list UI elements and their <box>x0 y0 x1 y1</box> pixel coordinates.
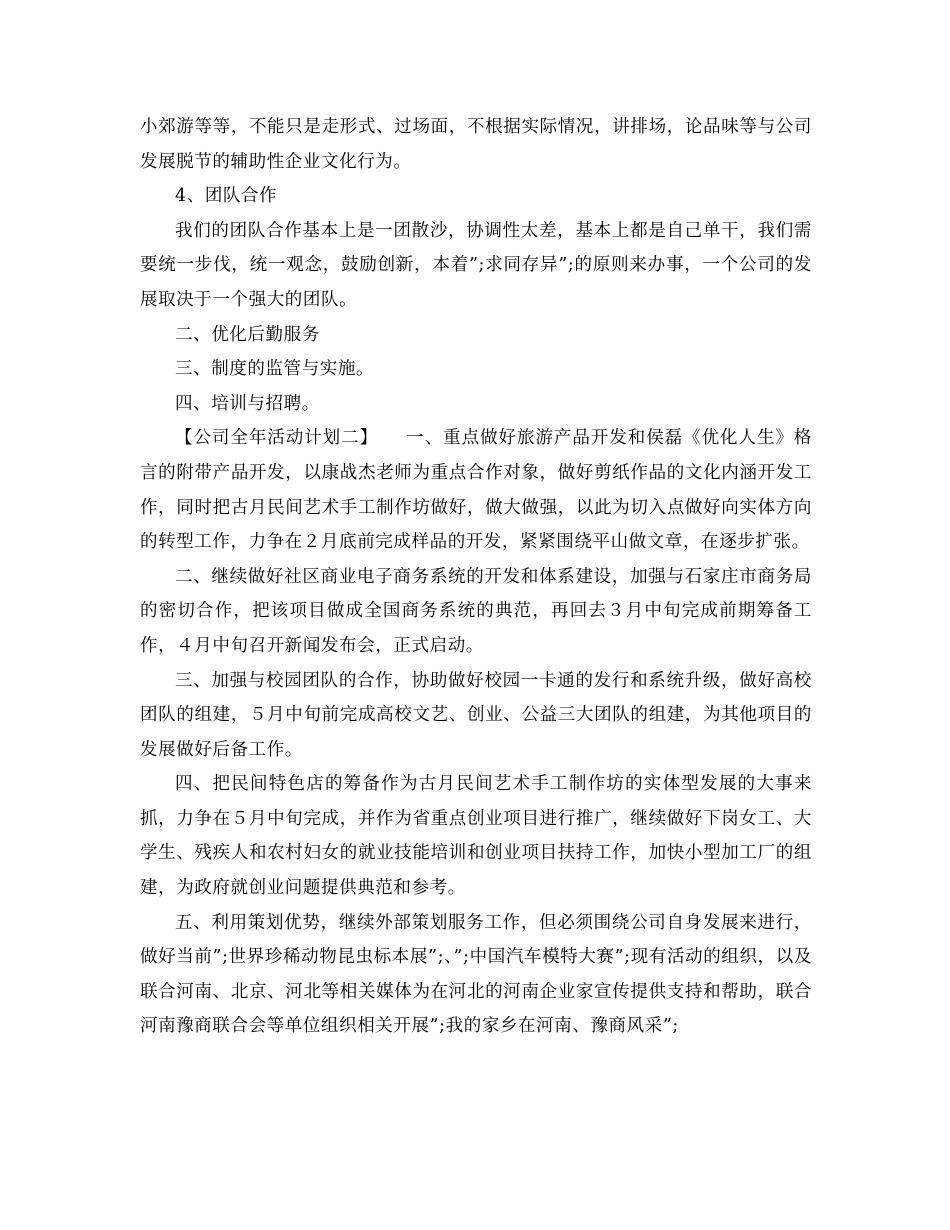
paragraph: 二、继续做好社区商业电子商务系统的开发和体系建设，加强与石家庄市商务局的密切合作，把该项目做成全国商务系统的典范，再回去３月中旬完成前期筹备工作，４月中旬召开新闻发布会，正式启动。 <box>140 566 812 656</box>
paragraph: 我们的团队合作基本上是一团散沙，协调性太差，基本上都是自己单干，我们需要统一步伐，统一观念，鼓励创新，本着”;求同存异”;的原则来办事，一个公司的发展取决于一个强大的团队。 <box>140 220 812 310</box>
section-heading-training: 四、培训与招聘。 <box>175 393 320 414</box>
section-heading-supervision: 三、制度的监管与实施。 <box>175 359 375 380</box>
paragraph: 四、把民间特色店的筹备作为古月民间艺术手工制作坊的实体型发展的大事来抓，力争在５月中旬完成，并作为省重点创业项目进行推广，继续做好下岗女工、大学生、残疾人和农村妇女的就业技能培训和创业项目扶持工作，加快小型加工厂的组建，为政府就创业问题提供典范和参考。 <box>140 774 812 899</box>
section-heading-team-cooperation: 4、团队合作 <box>175 186 278 207</box>
paragraph: 三、加强与校园团队的合作，协助做好校园一卡通的发行和系统升级，做好高校团队的组建，５月中旬前完成高校文艺、创业、公益三大团队的组建，为其他项目的发展做好后备工作。 <box>140 670 812 760</box>
paragraph: 五、利用策划优势，继续外部策划服务工作，但必须围绕公司自身发展来进行，做好当前”;世界珍稀动物昆虫标本展”;、”;中国汽车模特大赛”;现有活动的组织，以及联合河南、北京、河北等相关媒体为在河北的河南企业家宣传提供支持和帮助，联合河南豫商联合会等单位组织相关开展”;我的家乡在河南、豫商风采”; <box>140 912 812 1037</box>
document-page <box>140 110 812 1044</box>
paragraph: 【公司全年活动计划二】 一、重点做好旅游产品开发和侯磊《优化人生》格言的附带产品开发，以康战杰老师为重点合作对象，做好剪纸作品的文化内涵开发工作，同时把古月民间艺术手工制作坊做好，做大做强，以此为切入点做好向实体方向的转型工作，力争在２月底前完成样品的开发，紧紧围绕平山做文章，在逐步扩张。 <box>140 428 812 553</box>
section-heading-logistics: 二、优化后勤服务 <box>175 324 320 345</box>
paragraph: 小郊游等等，不能只是走形式、过场面，不根据实际情况，讲排场，论品味等与公司发展脱节的辅助性企业文化行为。 <box>140 117 812 172</box>
